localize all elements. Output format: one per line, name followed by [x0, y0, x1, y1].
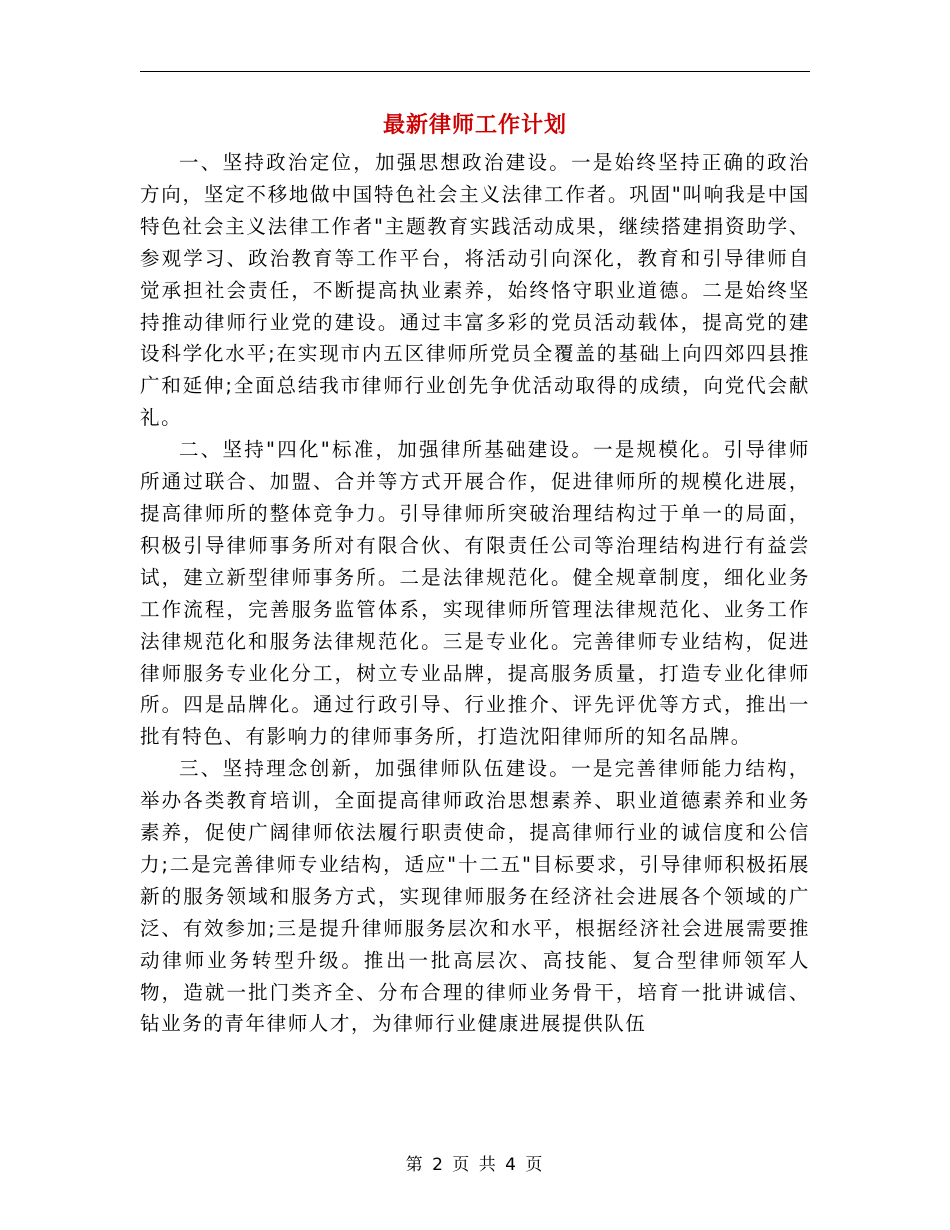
document-body: [140, 147, 810, 1040]
page-number: 第 2 页 共 4 页: [405, 1155, 545, 1175]
document-title: 最新律师工作计划: [382, 113, 567, 138]
paragraph-political-positioning: 一、坚持政治定位，加强思想政治建设。一是始终坚持正确的政治方向，坚定不移地做中国特色社会主义法律工作者。巩固"叫响我是中国特色社会主义法律工作者"主题教育实践活动成果，继续搭建捐资助学、参观学习、政治教育等工作平台，将活动引向深化，教育和引导律师自觉承担社会责任，不断提高执业素养，始终恪守职业道德。二是始终坚持推动律师行业党的建设。通过丰富多彩的党员活动载体，提高党的建设科学化水平;在实现市内五区律师所党员全覆盖的基础上向四郊四县推广和延伸;全面总结我市律师行业创先争优活动取得的成绩，向党代会献礼。: [140, 151, 810, 430]
paragraph-firm-construction: 二、坚持"四化"标准，加强律所基础建设。一是规模化。引导律师所通过联合、加盟、合并等方式开展合作，促进律师所的规模化进展，提高律师所的整体竞争力。引导律师所突破治理结构过于单一的局面，积极引导律师事务所对有限合伙、有限责任公司等治理结构进行有益尝试，建立新型律师事务所。二是法律规范化。健全规章制度，细化业务工作流程，完善服务监管体系，实现律师所管理法律规范化、业务工作法律规范化和服务法律规范化。三是专业化。完善律师专业结构，促进律师服务专业化分工，树立专业品牌，提高服务质量，打造专业化律师所。四是品牌化。通过行政引导、行业推介、评先评优等方式，推出一批有特色、有影响力的律师事务所，打造沈阳律师所的知名品牌。: [140, 438, 810, 749]
header-rule: [140, 71, 810, 72]
paragraph-team-building: 三、坚持理念创新，加强律师队伍建设。一是完善律师能力结构，举办各类教育培训，全面提高律师政治思想素养、职业道德素养和业务素养，促使广阔律师依法履行职责使命，提高律师行业的诚信度和公信力;二是完善律师专业结构，适应"十二五"目标要求，引导律师积极拓展新的服务领域和服务方式，实现律师服务在经济社会进展各个领域的广泛、有效参加;三是提升律师服务层次和水平，根据经济社会进展需要推动律师业务转型升级。推出一批高层次、高技能、复合型律师领军人物，造就一批门类齐全、分布合理的律师业务骨干，培育一批讲诚信、钻业务的青年律师人才，为律师行业健康进展提供队伍: [140, 757, 810, 1036]
